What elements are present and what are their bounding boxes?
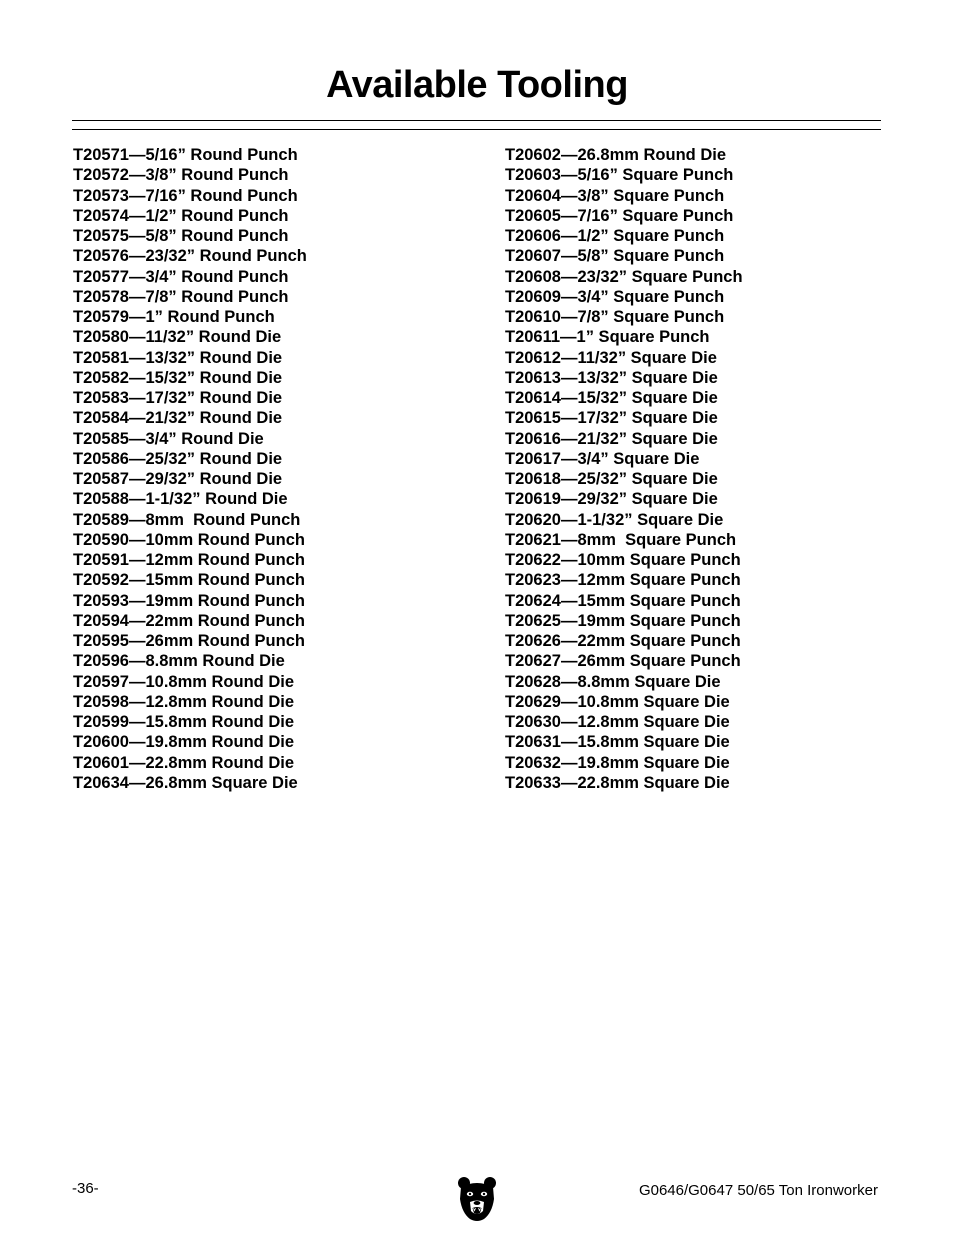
tooling-item: T20591—12mm Round Punch xyxy=(73,551,305,569)
tooling-item: T20616—21/32” Square Die xyxy=(505,429,718,448)
tooling-item: T20586—25/32” Round Die xyxy=(73,449,283,468)
tooling-item: T20577—3/4” Round Punch xyxy=(73,267,289,286)
tooling-item: T20614—15/32” Square Die xyxy=(505,389,718,407)
tooling-item: T20607—5/8” Square Punch xyxy=(505,247,725,266)
tooling-item: T20609—3/4” Square Punch xyxy=(505,287,725,306)
tooling-item: T20632—19.8mm Square Die xyxy=(505,753,730,772)
tooling-item: T20604—3/8” Square Punch xyxy=(505,186,725,205)
tooling-item: T20602—26.8mm Round Die xyxy=(505,146,726,164)
tooling-item: T20576—23/32” Round Punch xyxy=(73,247,307,266)
tooling-item: T20579—1” Round Punch xyxy=(73,308,275,326)
tooling-item: T20585—3/4” Round Die xyxy=(73,429,264,448)
tooling-item: T20600—19.8mm Round Die xyxy=(73,733,294,752)
tooling-item: T20606—1/2” Square Punch xyxy=(505,227,725,245)
tooling-item: T20595—26mm Round Punch xyxy=(73,632,305,650)
tooling-item: T20615—17/32” Square Die xyxy=(505,409,718,428)
tooling-item: T20626—22mm Square Punch xyxy=(505,632,741,650)
tooling-item: T20580—11/32” Round Die xyxy=(73,328,282,347)
tooling-item: T20584—21/32” Round Die xyxy=(73,409,283,428)
tooling-item: T20634—26.8mm Square Die xyxy=(73,773,298,792)
tooling-item: T20571—5/16” Round Punch xyxy=(73,146,298,164)
tooling-item: T20592—15mm Round Punch xyxy=(73,571,305,590)
tooling-item: T20572—3/8” Round Punch xyxy=(73,166,289,185)
tooling-item: T20599—15.8mm Round Die xyxy=(73,713,294,731)
tooling-item: T20587—29/32” Round Die xyxy=(73,470,283,488)
tooling-item: T20624—15mm Square Punch xyxy=(505,591,741,610)
tooling-item: T20575—5/8” Round Punch xyxy=(73,227,289,245)
tooling-item: T20581—13/32” Round Die xyxy=(73,348,283,367)
tooling-list-left xyxy=(73,145,307,793)
tooling-item: T20574—1/2” Round Punch xyxy=(73,206,289,225)
title-rule-bottom xyxy=(72,129,881,130)
tooling-item: T20578—7/8” Round Punch xyxy=(73,287,289,306)
tooling-item: T20588—1-1/32” Round Die xyxy=(73,490,288,509)
tooling-item: T20630—12.8mm Square Die xyxy=(505,713,730,731)
tooling-item: T20610—7/8” Square Punch xyxy=(505,308,725,326)
tooling-item: T20573—7/16” Round Punch xyxy=(73,186,298,205)
tooling-item: T20589—8mm Round Punch xyxy=(73,510,301,529)
tooling-item: T20622—10mm Square Punch xyxy=(505,551,741,569)
tooling-item: T20605—7/16” Square Punch xyxy=(505,206,734,225)
tooling-item: T20590—10mm Round Punch xyxy=(73,530,305,549)
tooling-item: T20628—8.8mm Square Die xyxy=(505,672,721,691)
tooling-item: T20621—8mm Square Punch xyxy=(505,530,737,549)
model-caption: G0646/G0647 50/65 Ton Ironworker xyxy=(638,1182,878,1199)
tooling-item: T20617—3/4” Square Die xyxy=(505,449,700,468)
tooling-item: T20601—22.8mm Round Die xyxy=(73,753,294,772)
tooling-item: T20596—8.8mm Round Die xyxy=(73,652,285,671)
tooling-item: T20631—15.8mm Square Die xyxy=(505,733,730,752)
tooling-item: T20623—12mm Square Punch xyxy=(505,571,741,590)
tooling-item: T20611—1” Square Punch xyxy=(505,328,710,347)
page-number: -36- xyxy=(72,1180,99,1197)
tooling-item: T20594—22mm Round Punch xyxy=(73,611,305,630)
tooling-item: T20593—19mm Round Punch xyxy=(73,591,305,610)
tooling-item: T20613—13/32” Square Die xyxy=(505,368,718,387)
title-rule-top xyxy=(72,120,881,121)
tooling-item: T20603—5/16” Square Punch xyxy=(505,166,734,185)
tooling-item: T20627—26mm Square Punch xyxy=(505,652,741,671)
tooling-item: T20597—10.8mm Round Die xyxy=(73,672,294,691)
tooling-item: T20612—11/32” Square Die xyxy=(505,348,717,367)
bear-head-icon xyxy=(457,1175,497,1223)
tooling-item: T20583—17/32” Round Die xyxy=(73,389,283,407)
tooling-item: T20625—19mm Square Punch xyxy=(505,611,741,630)
tooling-list-right xyxy=(505,145,743,793)
tooling-item: T20620—1-1/32” Square Die xyxy=(505,510,724,529)
tooling-item: T20598—12.8mm Round Die xyxy=(73,692,294,711)
tooling-item: T20629—10.8mm Square Die xyxy=(505,692,730,711)
tooling-item: T20582—15/32” Round Die xyxy=(73,368,283,387)
tooling-item: T20608—23/32” Square Punch xyxy=(505,267,743,286)
tooling-item: T20633—22.8mm Square Die xyxy=(505,773,730,792)
tooling-item: T20619—29/32” Square Die xyxy=(505,490,718,509)
tooling-item: T20618—25/32” Square Die xyxy=(505,470,718,488)
page-title: Available Tooling xyxy=(326,64,628,106)
